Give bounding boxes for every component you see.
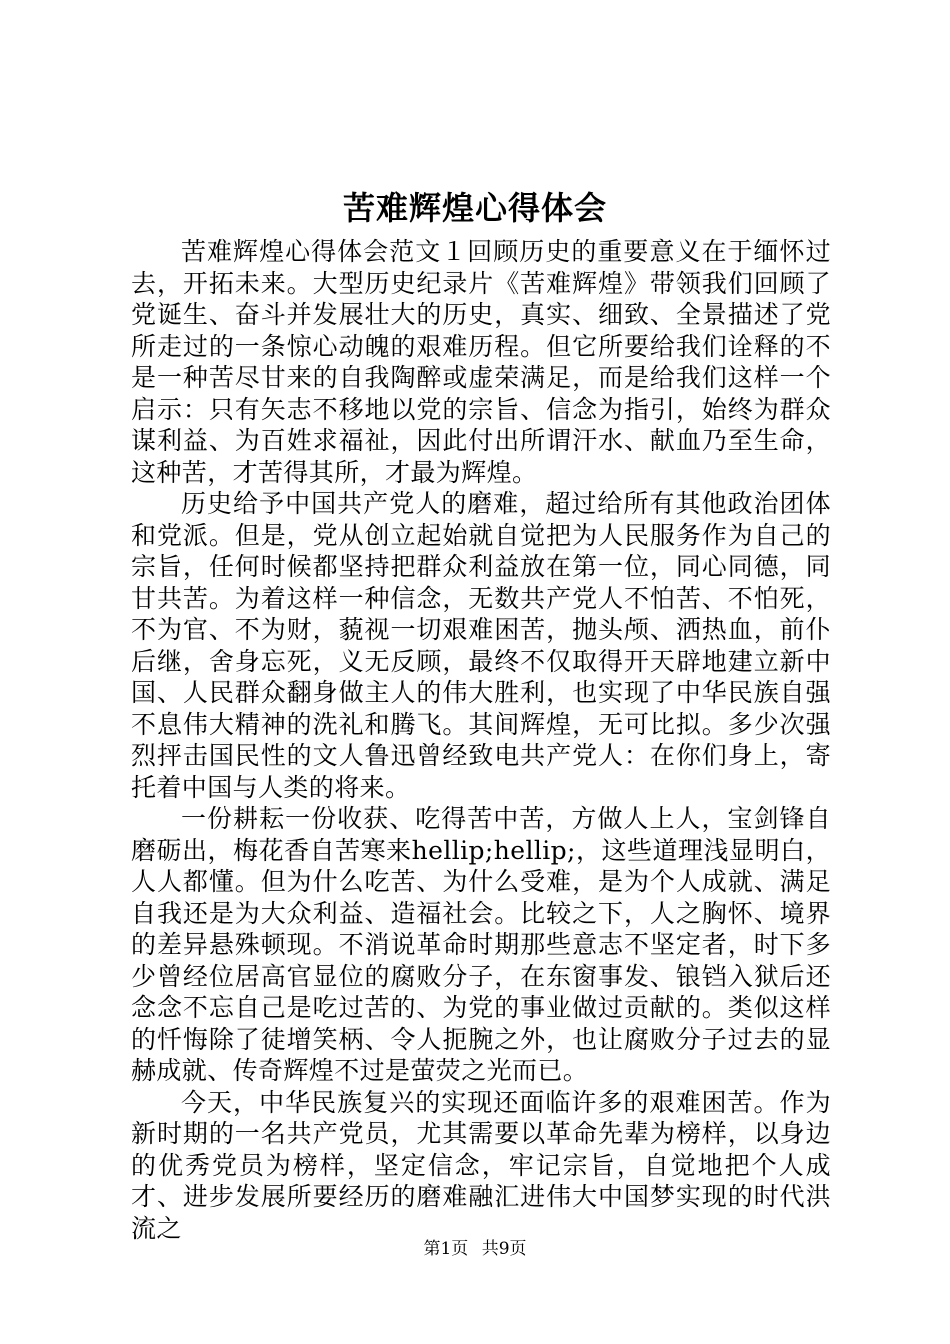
paragraph-1: 苦难辉煌心得体会范文１回顾历史的重要意义在于缅怀过去，开拓未来。大型历史纪录片《苦难辉煌》带领我们回顾了党诞生、奋斗并发展壮大的历史，真实、细致、全景描述了党所走过的一条惊心动魄的艰难历程。但它所要给我们诠释的不是一种苦尽甘来的自我陶醉或虚荣满足，而是给我们这样一个启示：只有矢志不移地以党的宗旨、信念为指引，始终为群众谋利益、为百姓求福祉，因此付出所谓汗水、献血乃至生命，这种苦，才苦得其所，才最为辉煌。	[131, 237, 831, 487]
page-total: 共9页	[481, 1239, 527, 1259]
paragraph-4: 今天，中华民族复兴的实现还面临许多的艰难困苦。作为新时期的一名共产党员，尤其需要以革命先辈为榜样，以身边的优秀党员为榜样，坚定信念，牢记宗旨，自觉地把个人成才、进步发展所要经历的磨难融汇进伟大中国梦实现的时代洪流之	[131, 1087, 831, 1243]
page-number: 第1页	[423, 1239, 469, 1259]
paragraph-3: 一份耕耘一份收获、吃得苦中苦，方做人上人，宝剑锋自磨砺出，梅花香自苦寒来hellip;hellip;，这些道理浅显明白，人人都懂。但为什么吃苦、为什么受难，是为个人成就、满足自我还是为大众利益、造福社会。比较之下，人之胸怀、境界的差异悬殊顿现。不消说革命时期那些意志不坚定者，时下多少曾经位居高官显位的腐败分子，在东窗事发、锒铛入狱后还念念不忘自己是吃过苦的、为党的事业做过贡献的。类似这样的忏悔除了徒增笑柄、令人扼腕之外，也让腐败分子过去的显赫成就、传奇辉煌不过是萤荧之光而已。	[131, 804, 831, 1085]
page-footer	[0, 1238, 950, 1260]
paragraph-2: 历史给予中国共产党人的磨难，超过给所有其他政治团体和党派。但是，党从创立起始就自觉把为人民服务作为自己的宗旨，任何时候都坚持把群众利益放在第一位，同心同德，同甘共苦。为着这样一种信念，无数共产党人不怕苦、不怕死，不为官、不为财，藐视一切艰难困苦，抛头颅、洒热血，前仆后继，舍身忘死，义无反顾，最终不仅取得开天辟地建立新中国、人民群众翻身做主人的伟大胜利，也实现了中华民族自强不息伟大精神的洗礼和腾飞。其间辉煌，无可比拟。多少次强烈抨击国民性的文人鲁迅曾经致电共产党人：在你们身上，寄托着中国与人类的将来。	[131, 489, 831, 802]
document-title: 苦难辉煌心得体会	[342, 189, 607, 227]
document-body	[131, 236, 831, 1244]
